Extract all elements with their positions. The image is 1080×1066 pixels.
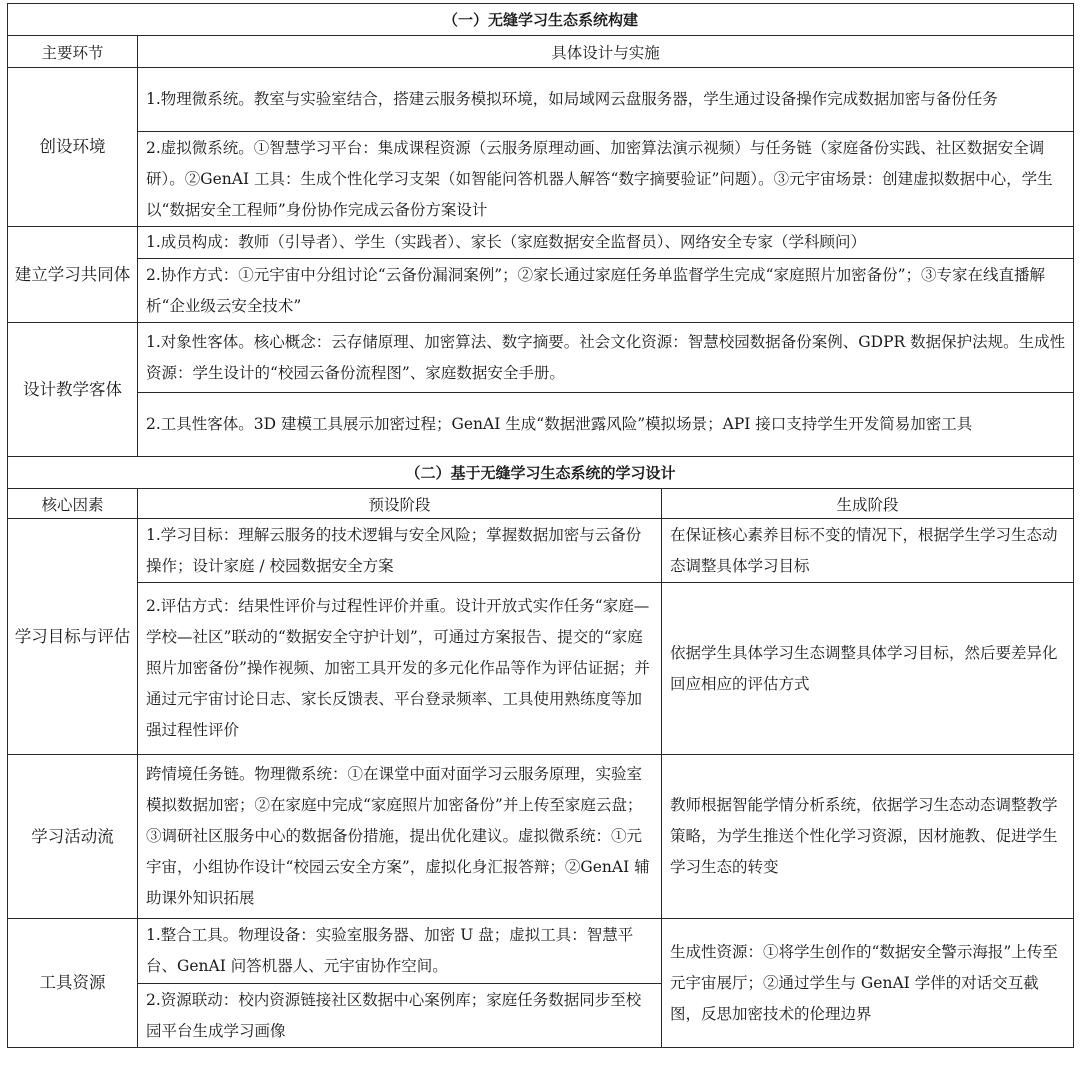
row-label-goals-assessment: 学习目标与评估: [8, 519, 138, 755]
header-generate-stage: 生成阶段: [662, 489, 1074, 519]
tools-preset-2: 2.资源联动：校内资源链接社区数据中心案例库；家庭任务数据同步至校园平台生成学习画像: [138, 984, 662, 1048]
activity-preset: 跨情境任务链。物理微系统：①在课堂中面对面学习云服务原理，实验室模拟数据加密；②在家庭中完成“家庭照片加密备份”并上传至家庭云盘；③调研社区服务中心的数据备份措施，提出优化建议。虚拟微系统：①元宇宙，小组协作设计“校园云安全方案”，虚拟化身汇报答辩；②GenAI 辅助课外知识拓展: [138, 755, 662, 919]
goals-preset-1: 1.学习目标：理解云服务的技术逻辑与安全风险；掌握数据加密与云备份操作；设计家庭 / 校园数据安全方案: [138, 519, 662, 583]
row-label-teaching-object: 设计教学客体: [8, 323, 138, 457]
header-main-link: 主要环节: [8, 36, 138, 68]
section2-title: （二）基于无缝学习生态系统的学习设计: [8, 457, 1074, 489]
teaching-object-item-2: 2.工具性客体。3D 建模工具展示加密过程；GenAI 生成“数据泄露风险”模拟场景；API 接口支持学生开发简易加密工具: [138, 393, 1074, 457]
activity-generate: 教师根据智能学情分析系统，依据学习生态动态调整教学策略，为学生推送个性化学习资源，因材施教、促进学生学习生态的转变: [662, 755, 1074, 919]
design-table-page: [7, 3, 1073, 1048]
goals-generate-2: 依据学生具体学习生态调整具体学习目标，然后要差异化回应相应的评估方式: [662, 583, 1074, 755]
teaching-object-item-1: 1.对象性客体。核心概念：云存储原理、加密算法、数字摘要。社会文化资源：智慧校园数据备份案例、GDPR 数据保护法规。生成性资源：学生设计的“校园云备份流程图”、家庭数据安全手册。: [138, 323, 1074, 393]
header-design-impl: 具体设计与实施: [138, 36, 1074, 68]
header-core-factor: 核心因素: [8, 489, 138, 519]
header-preset-stage: 预设阶段: [138, 489, 662, 519]
row-label-environment: 创设环境: [8, 68, 138, 227]
tools-generate: 生成性资源：①将学生创作的“数据安全警示海报”上传至元宇宙展厅；②通过学生与 GenAI 学伴的对话交互截图，反思加密技术的伦理边界: [662, 919, 1074, 1048]
section1-title: （一）无缝学习生态系统构建: [8, 4, 1074, 36]
environment-item-1: 1.物理微系统。教室与实验室结合，搭建云服务模拟环境，如局域网云盘服务器，学生通过设备操作完成数据加密与备份任务: [138, 68, 1074, 132]
learning-design-table: [7, 3, 1074, 1048]
environment-item-2: 2.虚拟微系统。①智慧学习平台：集成课程资源（云服务原理动画、加密算法演示视频）与任务链（家庭备份实践、社区数据安全调研）。②GenAI 工具：生成个性化学习支架（如智能问答机器人解答“数字摘要验证”问题）。③元宇宙场景：创建虚拟数据中心，学生以“数据安全工程师”身份协作完成云备份方案设计: [138, 132, 1074, 227]
community-item-2: 2.协作方式：①元宇宙中分组讨论“云备份漏洞案例”；②家长通过家庭任务单监督学生完成“家庭照片加密备份”；③专家在线直播解析“企业级云安全技术”: [138, 259, 1074, 323]
goals-generate-1: 在保证核心素养目标不变的情况下，根据学生学习生态动态调整具体学习目标: [662, 519, 1074, 583]
tools-preset-1: 1.整合工具。物理设备：实验室服务器、加密 U 盘；虚拟工具：智慧平台、GenAI 问答机器人、元宇宙协作空间。: [138, 919, 662, 984]
goals-preset-2: 2.评估方式：结果性评价与过程性评价并重。设计开放式实作任务“家庭—学校—社区”联动的“数据安全守护计划”，可通过方案报告、提交的“家庭照片加密备份”操作视频、加密工具开发的多元化作品等作为评估证据；并通过元宇宙讨论日志、家长反馈表、平台登录频率、工具使用熟练度等加强过程性评价: [138, 583, 662, 755]
row-label-activity-flow: 学习活动流: [8, 755, 138, 919]
row-label-community: 建立学习共同体: [8, 227, 138, 323]
row-label-tool-resources: 工具资源: [8, 919, 138, 1048]
community-item-1: 1.成员构成：教师（引导者）、学生（实践者）、家长（家庭数据安全监督员）、网络安全专家（学科顾问）: [138, 227, 1074, 259]
